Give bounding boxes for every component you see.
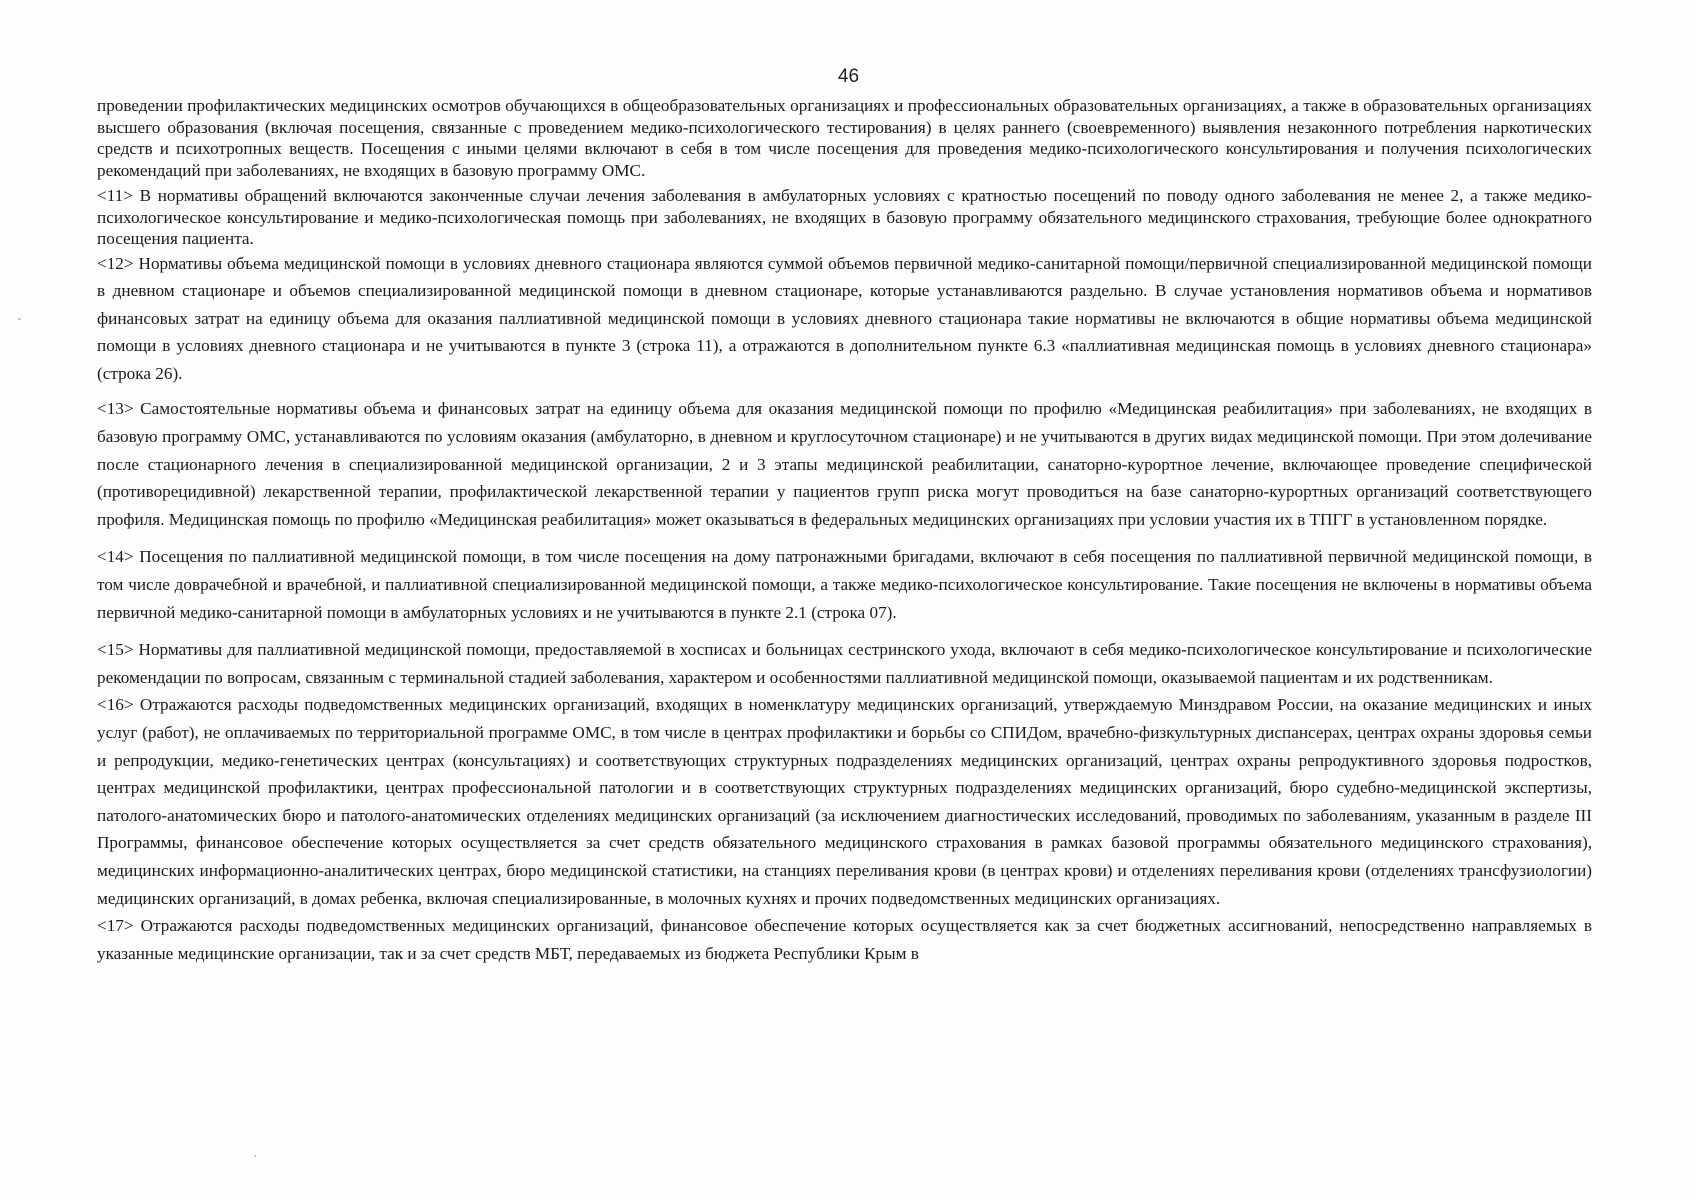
scan-speck bbox=[254, 1155, 256, 1157]
footnote-17: <17> Отражаются расходы подведомственных медицинских организаций, финансовое обеспечение которых осуществляется как за счет бюджетных ассигнований, непосредственно направляемых в указанные медицинские организации, так и за счет средств МБТ, передаваемых из бюджета Республики Крым в bbox=[97, 916, 1592, 963]
paragraph-continued: проведении профилактических медицинских осмотров обучающихся в общеобразовательных организациях и профессиональных образовательных организациях, а также в образовательных организациях высшего образования (включая посещения, связанные с проведением медико-психологического тестирования) в целях раннего (своевременного) выявления незаконного потребления наркотических средств и психотропных веществ. Посещения с иными целями включают в себя в том числе посещения для проведения медико-психологического консультирования и получения психологических рекомендаций при заболеваниях, не входящих в базовую программу ОМС. bbox=[97, 96, 1592, 180]
page-number: 46 bbox=[837, 66, 860, 87]
scan-speck bbox=[18, 318, 21, 320]
footnote-15: <15> Нормативы для паллиативной медицинской помощи, предоставляемой в хосписах и больницах сестринского ухода, включают в себя медико-психологическое консультирование и психологические рекомендации по вопросам, связанным с терминальной стадией заболевания, характером и особенностями паллиативной медицинской помощи, оказываемой пациентам и их родственникам. bbox=[97, 640, 1592, 687]
footnote-16: <16> Отражаются расходы подведомственных медицинских организаций, входящих в номенклатуру медицинских организаций, утверждаемую Минздравом России, на оказание медицинских и иных услуг (работ), не оплачиваемых по территориальной программе ОМС, в том числе в центрах профилактики и борьбы со СПИДом, врачебно-физкультурных диспансерах, центрах охраны здоровья семьи и репродукции, медико-генетических центрах (консультациях) и соответствующих структурных подразделениях медицинских организаций, центрах охраны репродуктивного здоровья подростков, центрах медицинской профилактики, центрах профессиональной патологии и в соответствующих структурных подразделениях медицинских организаций, бюро судебно-медицинской экспертизы, патолого-анатомических бюро и патолого-анатомических отделениях медицинских организаций (за исключением диагностических исследований, проводимых по заболеваниям, указанным в разделе III Программы, финансовое обеспечение которых осуществляется за счет средств обязательного медицинского страхования в рамках базовой программы обязательного медицинского страхования), медицинских информационно-аналитических центрах, бюро медицинской статистики, на станциях переливания крови (в центрах крови) и отделениях переливания крови (отделениях трансфузиологии) медицинских организаций, в домах ребенка, включая специализированные, в молочных кухнях и прочих подведомственных медицинских организациях. bbox=[97, 695, 1592, 908]
footnote-14: <14> Посещения по паллиативной медицинской помощи, в том числе посещения на дому патронажными бригадами, включают в себя посещения по паллиативной первичной медицинской помощи, в том числе доврачебной и врачебной, и паллиативной специализированной медицинской помощи, а также медико-психологическое консультирование. Такие посещения не включены в нормативы объема первичной медико-санитарной помощи в амбулаторных условиях и не учитываются в пункте 2.1 (строка 07). bbox=[97, 547, 1592, 622]
document-body bbox=[97, 95, 1592, 967]
footnote-11: <11> В нормативы обращений включаются законченные случаи лечения заболевания в амбулаторных условиях с кратностью посещений по поводу одного заболевания не менее 2, а также медико-психологическое консультирование и медико-психологическая помощь при заболеваниях, не входящих в базовую программу обязательного медицинского страхования, требующие более однократного посещения пациента. bbox=[97, 186, 1592, 248]
footnote-13: <13> Самостоятельные нормативы объема и финансовых затрат на единицу объема для оказания медицинской помощи по профилю «Медицинская реабилитация» при заболеваниях, не входящих в базовую программу ОМС, устанавливаются по условиям оказания (амбулаторно, в дневном и круглосуточном стационаре) и не учитываются в других видах медицинской помощи. При этом долечивание после стационарного лечения в специализированной медицинской организации, 2 и 3 этапы медицинской реабилитации, санаторно-курортное лечение, включающее проведение специфической (противорецидивной) лекарственной терапии, профилактической лекарственной терапии у пациентов групп риска могут проводиться на базе санаторно-курортных организаций соответствующего профиля. Медицинская помощь по профилю «Медицинская реабилитация» может оказываться в федеральных медицинских организациях при условии участия их в ТПГГ в установленном порядке. bbox=[97, 399, 1592, 529]
footnote-12: <12> Нормативы объема медицинской помощи в условиях дневного стационара являются суммой объемов первичной медико-санитарной помощи/первичной специализированной медицинской помощи в дневном стационаре и объемов специализированной медицинской помощи в дневном стационаре, которые устанавливаются раздельно. В случае установления нормативов объема и нормативов финансовых затрат на единицу объема для оказания паллиативной медицинской помощи в условиях дневного стационара такие нормативы не включаются в общие нормативы объема медицинской помощи в условиях дневного стационара и не учитываются в пункте 3 (строка 11), а отражаются в дополнительном пункте 6.3 «паллиативная медицинская помощь в условиях дневного стационара» (строка 26). bbox=[97, 253, 1592, 383]
